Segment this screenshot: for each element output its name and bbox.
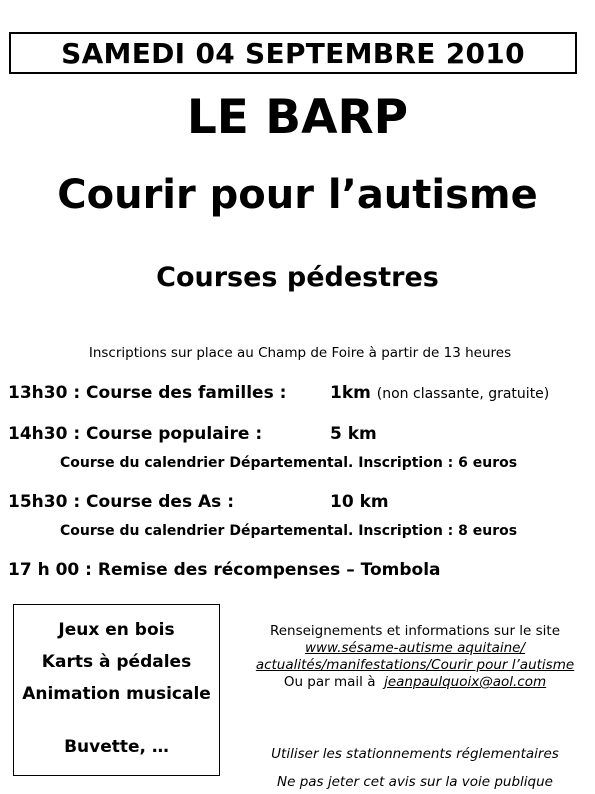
event-title: Courir pour l’autisme (57, 172, 538, 218)
schedule-note: (non classante, gratuite) (376, 386, 550, 402)
litter-notice: Ne pas jeter cet avis sur la voie publique (277, 774, 553, 790)
activity-item: Karts à pédales (41, 652, 192, 672)
schedule-time-label: 14h30 : Course populaire : (8, 424, 263, 444)
schedule-row (8, 560, 441, 580)
parking-notice: Utiliser les stationnements réglementaires (271, 746, 559, 762)
registration-info: Inscriptions sur place au Champ de Foire à partir de 13 heures (88, 345, 512, 361)
schedule-detail: Course du calendrier Départemental. Inscription : 8 euros (60, 523, 518, 539)
info-intro: Renseignements et informations sur le site (269, 623, 561, 639)
date-banner: SAMEDI 04 SEPTEMBRE 2010 (9, 32, 577, 74)
email-link[interactable]: jeanpaulquoix@aol.com (384, 674, 547, 690)
schedule-distance: 10 km (330, 492, 389, 512)
mail-prefix: Ou par mail à (283, 674, 376, 690)
activity-item: Buvette, … (64, 737, 169, 757)
mail-line (228, 674, 595, 690)
schedule-time-label: 13h30 : Course des familles : (8, 383, 287, 403)
schedule-distance: 1km (330, 383, 371, 403)
schedule-distance: 5 km (330, 424, 377, 444)
event-subtitle: Courses pédestres (156, 262, 439, 293)
schedule-row (8, 424, 377, 444)
activity-item: Jeux en bois (58, 620, 175, 640)
schedule-row (8, 383, 549, 403)
event-location: LE BARP (186, 90, 409, 145)
schedule-time-label: 15h30 : Course des As : (8, 492, 234, 512)
schedule-row (8, 492, 389, 512)
activity-item: Animation musicale (22, 684, 211, 704)
schedule-time-label: 17 h 00 : Remise des récompenses – Tombola (8, 560, 441, 580)
schedule-detail: Course du calendrier Départemental. Inscription : 6 euros (60, 455, 518, 471)
website-link[interactable]: www.sésame-autisme aquitaine/ (304, 640, 526, 656)
website-link-path[interactable]: actualités/manifestations/Courir pour l’autisme (255, 657, 575, 673)
